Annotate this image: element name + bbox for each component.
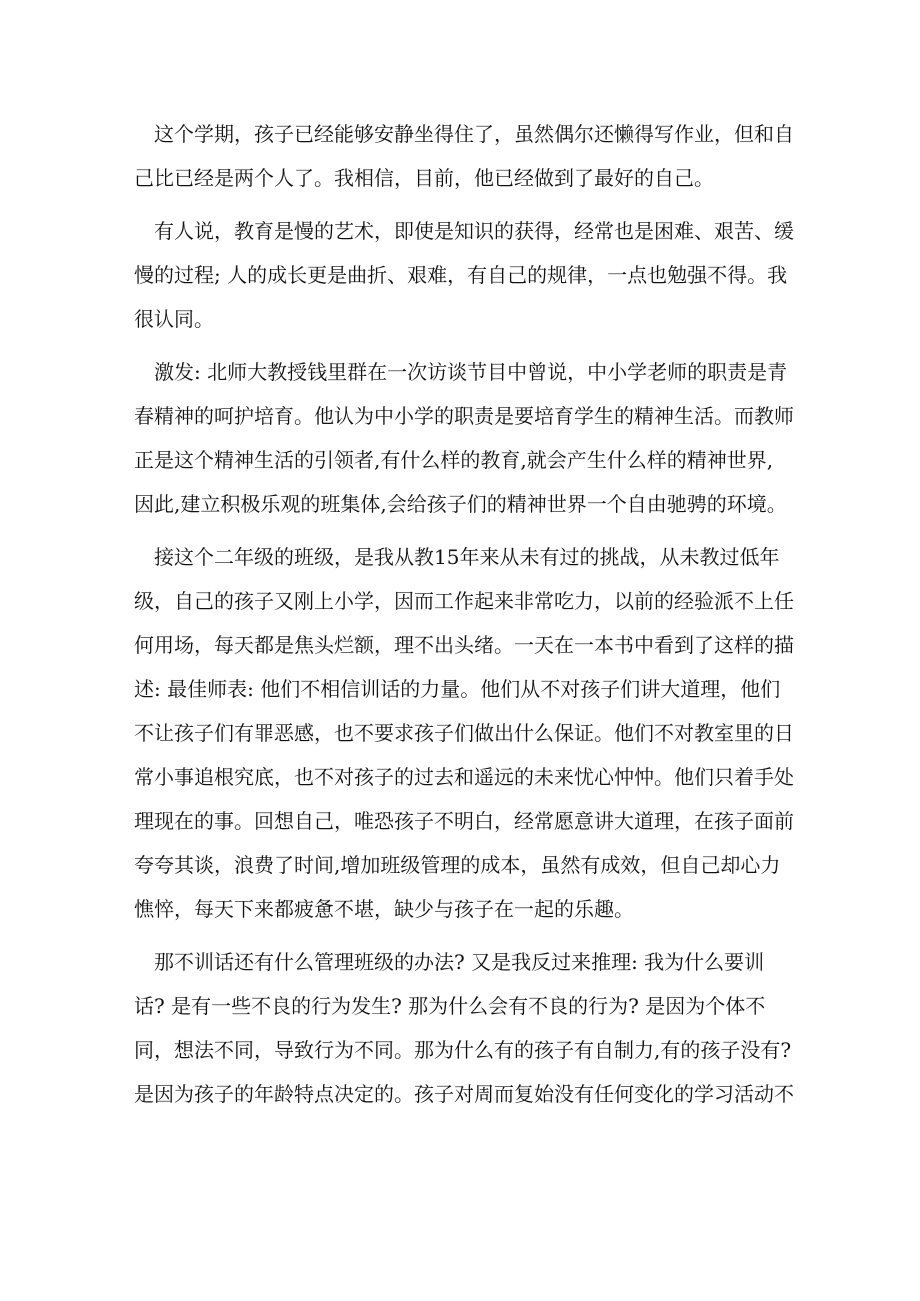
- text-line: 这个学期，孩子已经能够安静坐得住了，虽然偶尔还懒得写作业，但和自: [154, 122, 794, 146]
- text-line: 慢的过程; 人的成长更是曲折、艰难，有自己的规律，一点也勉强不得。我: [134, 263, 788, 287]
- text-line: 是因为孩子的年龄特点决定的。孩子对周而复始没有任何变化的学习活动不: [134, 1082, 794, 1106]
- paragraph-5: [134, 940, 794, 1116]
- paragraph-4: [134, 535, 794, 931]
- text-line: 接这个二年级的班级，是我从教15年来从未有过的挑战，从未教过低年: [154, 545, 780, 569]
- text-line: 夸夸其谈，浪费了时间,增加班级管理的成本，虽然有成效，但自己却心力: [134, 853, 781, 877]
- text-line: 春精神的呵护培育。他认为中小学的职责是要培育学生的精神生活。而教师: [134, 404, 794, 428]
- text-line: 理现在的事。回想自己，唯恐孩子不明白，经常愿意讲大道理，在孩子面前: [134, 809, 794, 833]
- paragraph-2: [134, 209, 794, 341]
- text-line: 常小事追根究底，也不对孩子的过去和遥远的未来忧心忡忡。他们只着手处: [134, 765, 794, 789]
- text-line: 憔悴，每天下来都疲惫不堪，缺少与孩子在一起的乐趣。: [134, 897, 634, 921]
- text-line: 同，想法不同，导致行为不同。那为什么有的孩子有自制力,有的孩子没有?: [134, 1038, 792, 1062]
- text-line: 不让孩子们有罪恶感，也不要求孩子们做出什么保证。他们不对教室里的日: [134, 721, 794, 745]
- text-line: 述: 最佳师表: 他们不相信训话的力量。他们从不对孩子们讲大道理，他们: [134, 677, 781, 701]
- text-line: 那不训话还有什么管理班级的办法? 又是我反过来推理: 我为什么要训: [154, 950, 765, 974]
- paragraph-1: [134, 112, 794, 200]
- text-line: 己比已经是两个人了。我相信，目前，他已经做到了最好的自己。: [134, 166, 714, 190]
- text-line: 何用场，每天都是焦头烂额，理不出头绪。一天在一本书中看到了这样的描: [134, 633, 794, 657]
- text-line: 正是这个精神生活的引领者,有什么样的教育,就会产生什么样的精神世界,: [134, 448, 774, 472]
- text-line: 级，自己的孩子又刚上小学，因而工作起来非常吃力，以前的经验派不上任: [134, 589, 794, 613]
- document-body: [134, 112, 794, 1116]
- paragraph-3: [134, 350, 794, 526]
- text-line: 话? 是有一些不良的行为发生? 那为什么会有不良的行为? 是因为个体不: [134, 994, 766, 1018]
- text-line: 激发: 北师大教授钱里群在一次访谈节目中曾说，中小学老师的职责是青: [154, 360, 788, 384]
- text-line: 很认同。: [134, 307, 214, 331]
- text-line: 有人说，教育是慢的艺术，即使是知识的获得，经常也是困难、艰苦、缓: [154, 219, 794, 243]
- text-line: 因此,建立积极乐观的班集体,会给孩子们的精神世界一个自由驰骋的环境。: [134, 492, 787, 516]
